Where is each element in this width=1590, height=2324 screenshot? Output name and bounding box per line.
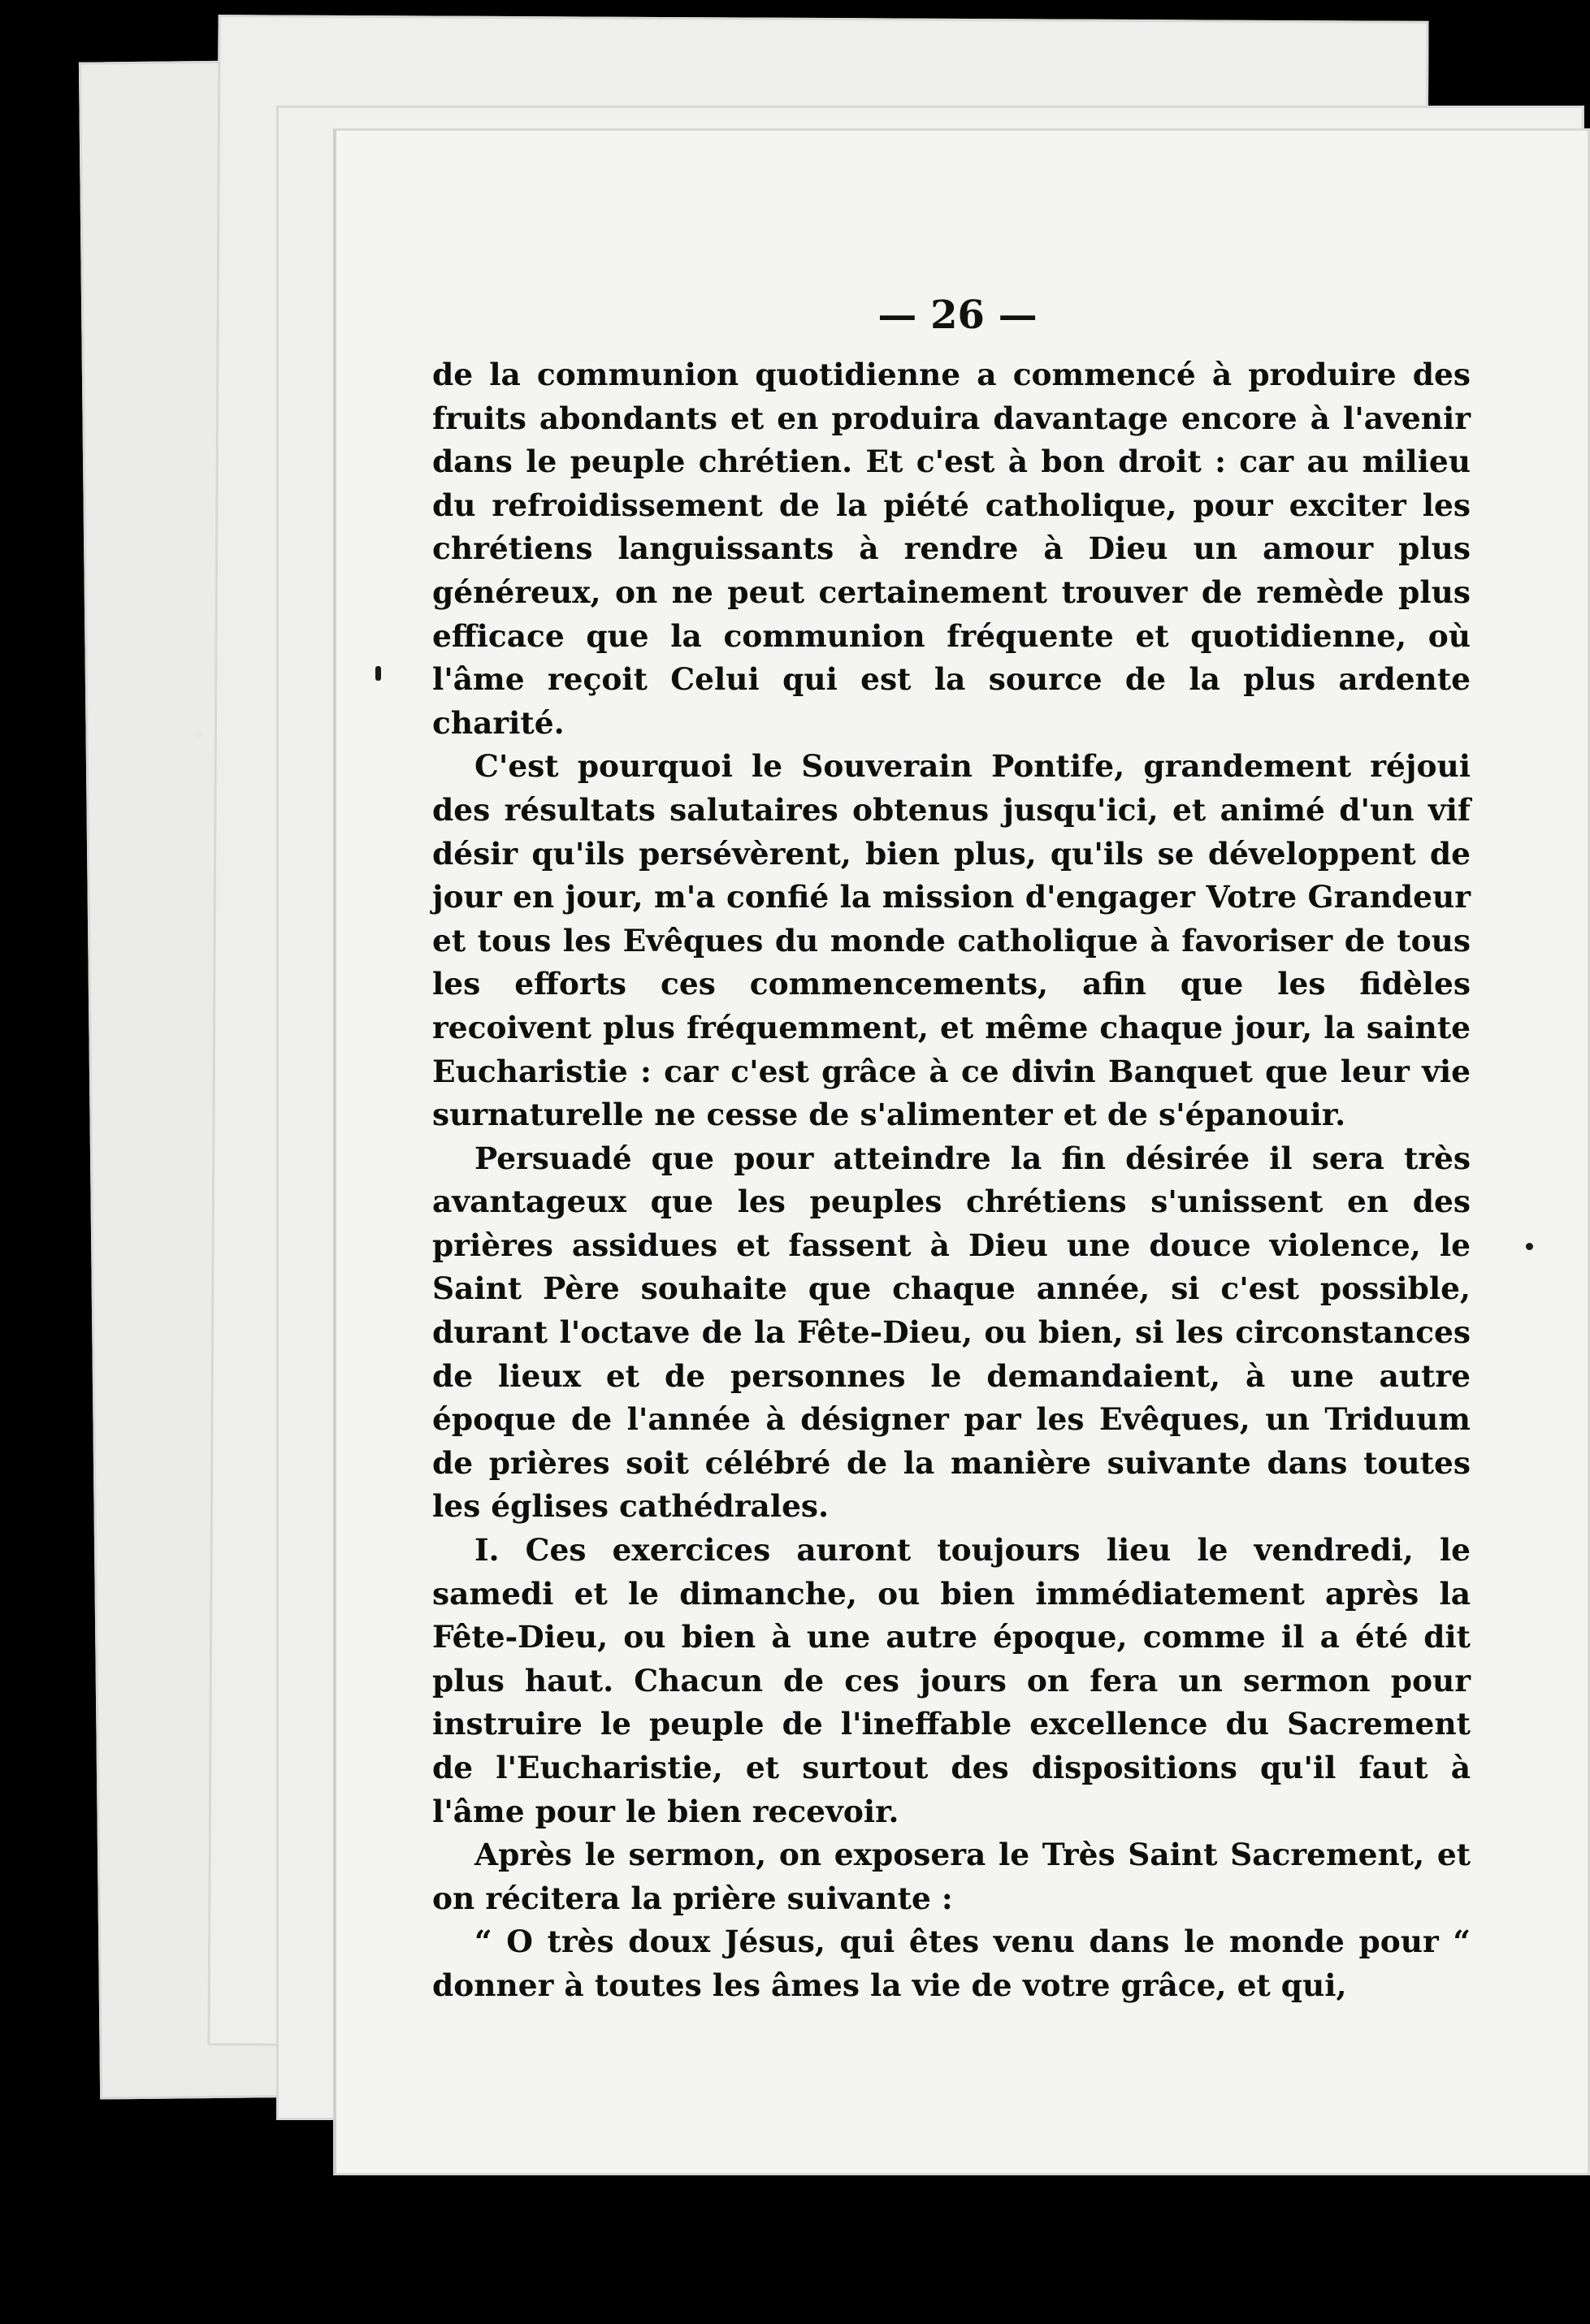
paragraph: I. Ces exercices auront toujours lieu le vendredi, le samedi et le dimanche, ou bien immédiatement après la Fête-Dieu, ou bien à une autre époque, comme il a été dit plus haut. Chacun de ces jours on fera un sermon pour instruire le peuple de l'ineffable excellence du Sacrement de l'Eucharistie, et surtout des dispositions qu'il faut à l'âme pour le bien recevoir. xyxy=(432,1532,1471,1829)
paper-speck xyxy=(1526,1243,1533,1250)
paragraph: Persuadé que pour atteindre la fin désirée il sera très avantageux que les peuples chrétiens s'unissent en des prières assidues et fassent à Dieu une douce violence, le Saint Père souhaite que chaque année, si c'est possible, durant l'octave de la Fête-Dieu, ou bien, si les circonstances de lieux et de personnes le demandaient, à une autre époque de l'année à désigner par les Evêques, un Triduum de prières soit célébré de la manière suivante dans toutes les églises cathédrales. xyxy=(432,1140,1471,1525)
paragraph: de la communion quotidienne a commencé à produire des fruits abondants et en produira davantage encore à l'avenir dans le peuple chrétien. Et c'est à bon droit : car au milieu du refroidissement de la piété catholique, pour exciter les chrétiens languissants à rendre à Dieu un amour plus généreux, on ne peut certainement trouver de remède plus efficace que la communion fréquente et quotidienne, où l'âme reçoit Celui qui est la source de la plus ardente charité. xyxy=(432,357,1471,741)
body-text xyxy=(432,353,1471,2008)
paragraph: Après le sermon, on exposera le Très Saint Sacrement, et on récitera la prière suivante : xyxy=(432,1837,1471,1916)
paragraph: “ O très doux Jésus, qui êtes venu dans le monde pour “ donner à toutes les âmes la vie de votre grâce, et qui, xyxy=(432,1924,1471,2003)
paper-speck xyxy=(195,729,203,738)
page-number: — 26 — xyxy=(877,292,1038,338)
paragraph: C'est pourquoi le Souverain Pontife, grandement réjoui des résultats salutaires obtenus jusqu'ici, et animé d'un vif désir qu'ils persévèrent, bien plus, qu'ils se développent de jour en jour, m'a confié la mission d'engager Votre Grandeur et tous les Evêques du monde catholique à favoriser de tous les efforts ces commencements, afin que les fidèles recoivent plus fréquemment, et même chaque jour, la sainte Eucharistie : car c'est grâce à ce divin Banquet que leur vie surnaturelle ne cesse de s'alimenter et de s'épanouir. xyxy=(432,748,1471,1133)
paper-speck xyxy=(375,666,381,681)
